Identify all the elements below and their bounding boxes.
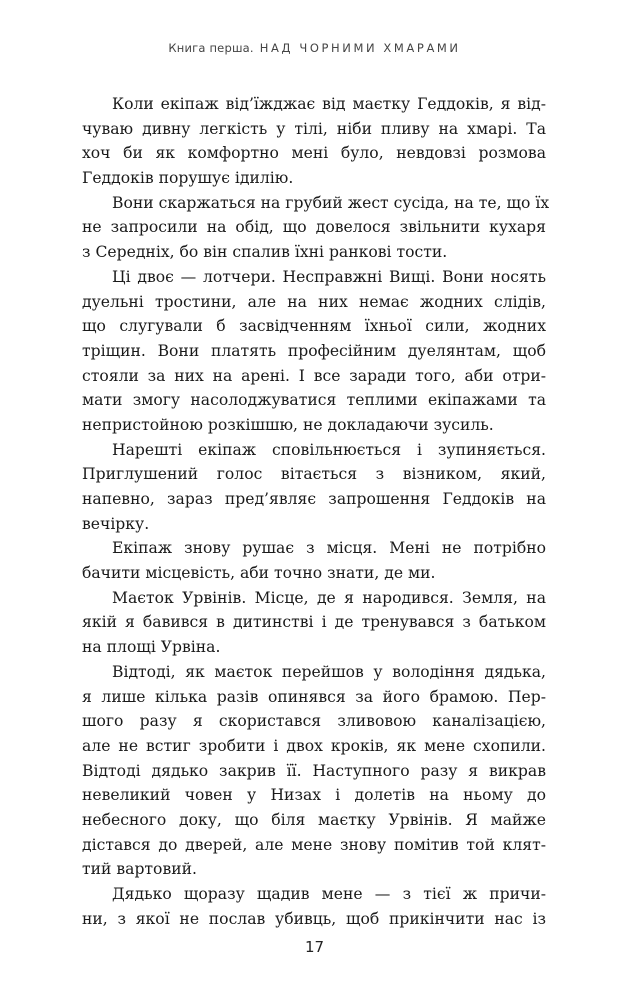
book-title: НАД ЧОРНИМИ ХМАРАМИ <box>259 41 461 55</box>
paragraph <box>82 882 546 931</box>
text-line: Геддоків порушує ідилію. <box>82 169 294 188</box>
paragraph <box>82 660 546 882</box>
text-line: Екіпаж знову рушає з місця. Мені не потрібно <box>112 539 546 558</box>
text-line: Відтоді дядько закрив її. Наступного разу я викрав <box>82 761 546 780</box>
text-line: з Середніх, бо він спалив їхні ранкові тости. <box>82 243 448 262</box>
paragraph <box>82 438 546 537</box>
text-line: якій я бавився в дитинстві і де тренувався з батьком <box>82 613 546 632</box>
text-line: тріщин. Вони платять професійним дуелянтам, щоб <box>82 341 546 360</box>
text-line: Маєток Урвінів. Місце, де я народився. Земля, на <box>112 588 546 607</box>
text-line: дуельні тростини, але на них немає жодних слідів, <box>82 292 546 311</box>
text-line: Вони скаржаться на грубий жест сусіда, на те, що їх <box>112 193 550 212</box>
text-line: Коли екіпаж від’їжджає від маєтку Геддоків, я від- <box>112 95 546 113</box>
text-line: напевно, зараз пред’являє запрошення Геддоків на <box>82 490 546 508</box>
paragraph <box>82 536 546 585</box>
text-line: Приглушений голос вітається з візником, який, <box>82 465 546 484</box>
text-line: не запросили на обід, що довелося звільнити кухаря <box>82 218 546 237</box>
text-line: небесного доку, що біля маєтку Урвінів. Я майже <box>82 810 546 829</box>
paragraph <box>82 265 546 438</box>
running-header <box>0 41 629 55</box>
text-line: непристойною розкішшю, не докладаючи зусиль. <box>82 415 494 434</box>
text-line: я лише кілька разів опинявся за його брамою. Пер- <box>82 687 546 706</box>
text-line: Ці двоє — лотчери. Несправжні Вищі. Вони носять <box>112 267 546 286</box>
text-line: шого разу я скористався зливовою каналізацією, <box>82 712 546 731</box>
body-text <box>82 92 550 931</box>
text-line: Нарешті екіпаж сповільнюється і зупиняється. <box>112 440 546 459</box>
text-line: ни, з якої не послав убивць, щоб прикінчити нас із <box>82 909 546 928</box>
book-label: Книга перша. <box>168 41 254 55</box>
text-line: хоч би як комфортно мені було, невдовзі розмова <box>82 144 546 163</box>
paragraph <box>82 191 550 265</box>
text-line: мати змогу насолоджуватися теплими екіпажами та <box>82 391 546 410</box>
text-line: стояли за них на арені. І все заради того, аби отри- <box>82 366 546 385</box>
text-line: вечірку. <box>82 514 150 533</box>
text-line: дістався до дверей, але мене знову помітив той клят- <box>82 835 546 854</box>
text-line: що слугували б засвідченням їхньої сили, жодних <box>82 317 546 336</box>
text-line: невеликий човен у Низах і долетів на ньому до <box>82 786 546 805</box>
paragraph <box>82 586 546 660</box>
text-line: чуваю дивну легкість у тілі, ніби пливу на хмарі. Та <box>82 119 546 138</box>
text-line: Дядько щоразу щадив мене — з тієї ж причи- <box>112 885 546 903</box>
text-line: але не встиг зробити і двох кроків, як мене схопили. <box>82 736 546 755</box>
text-line: тий вартовий. <box>82 860 197 879</box>
page-number: 17 <box>304 938 325 956</box>
text-line: Відтоді, як маєток перейшов у володіння дядька, <box>112 662 546 681</box>
text-line: на площі Урвіна. <box>82 638 221 657</box>
paragraph <box>82 92 546 191</box>
text-line: бачити місцевість, аби точно знати, де ми. <box>82 564 436 583</box>
